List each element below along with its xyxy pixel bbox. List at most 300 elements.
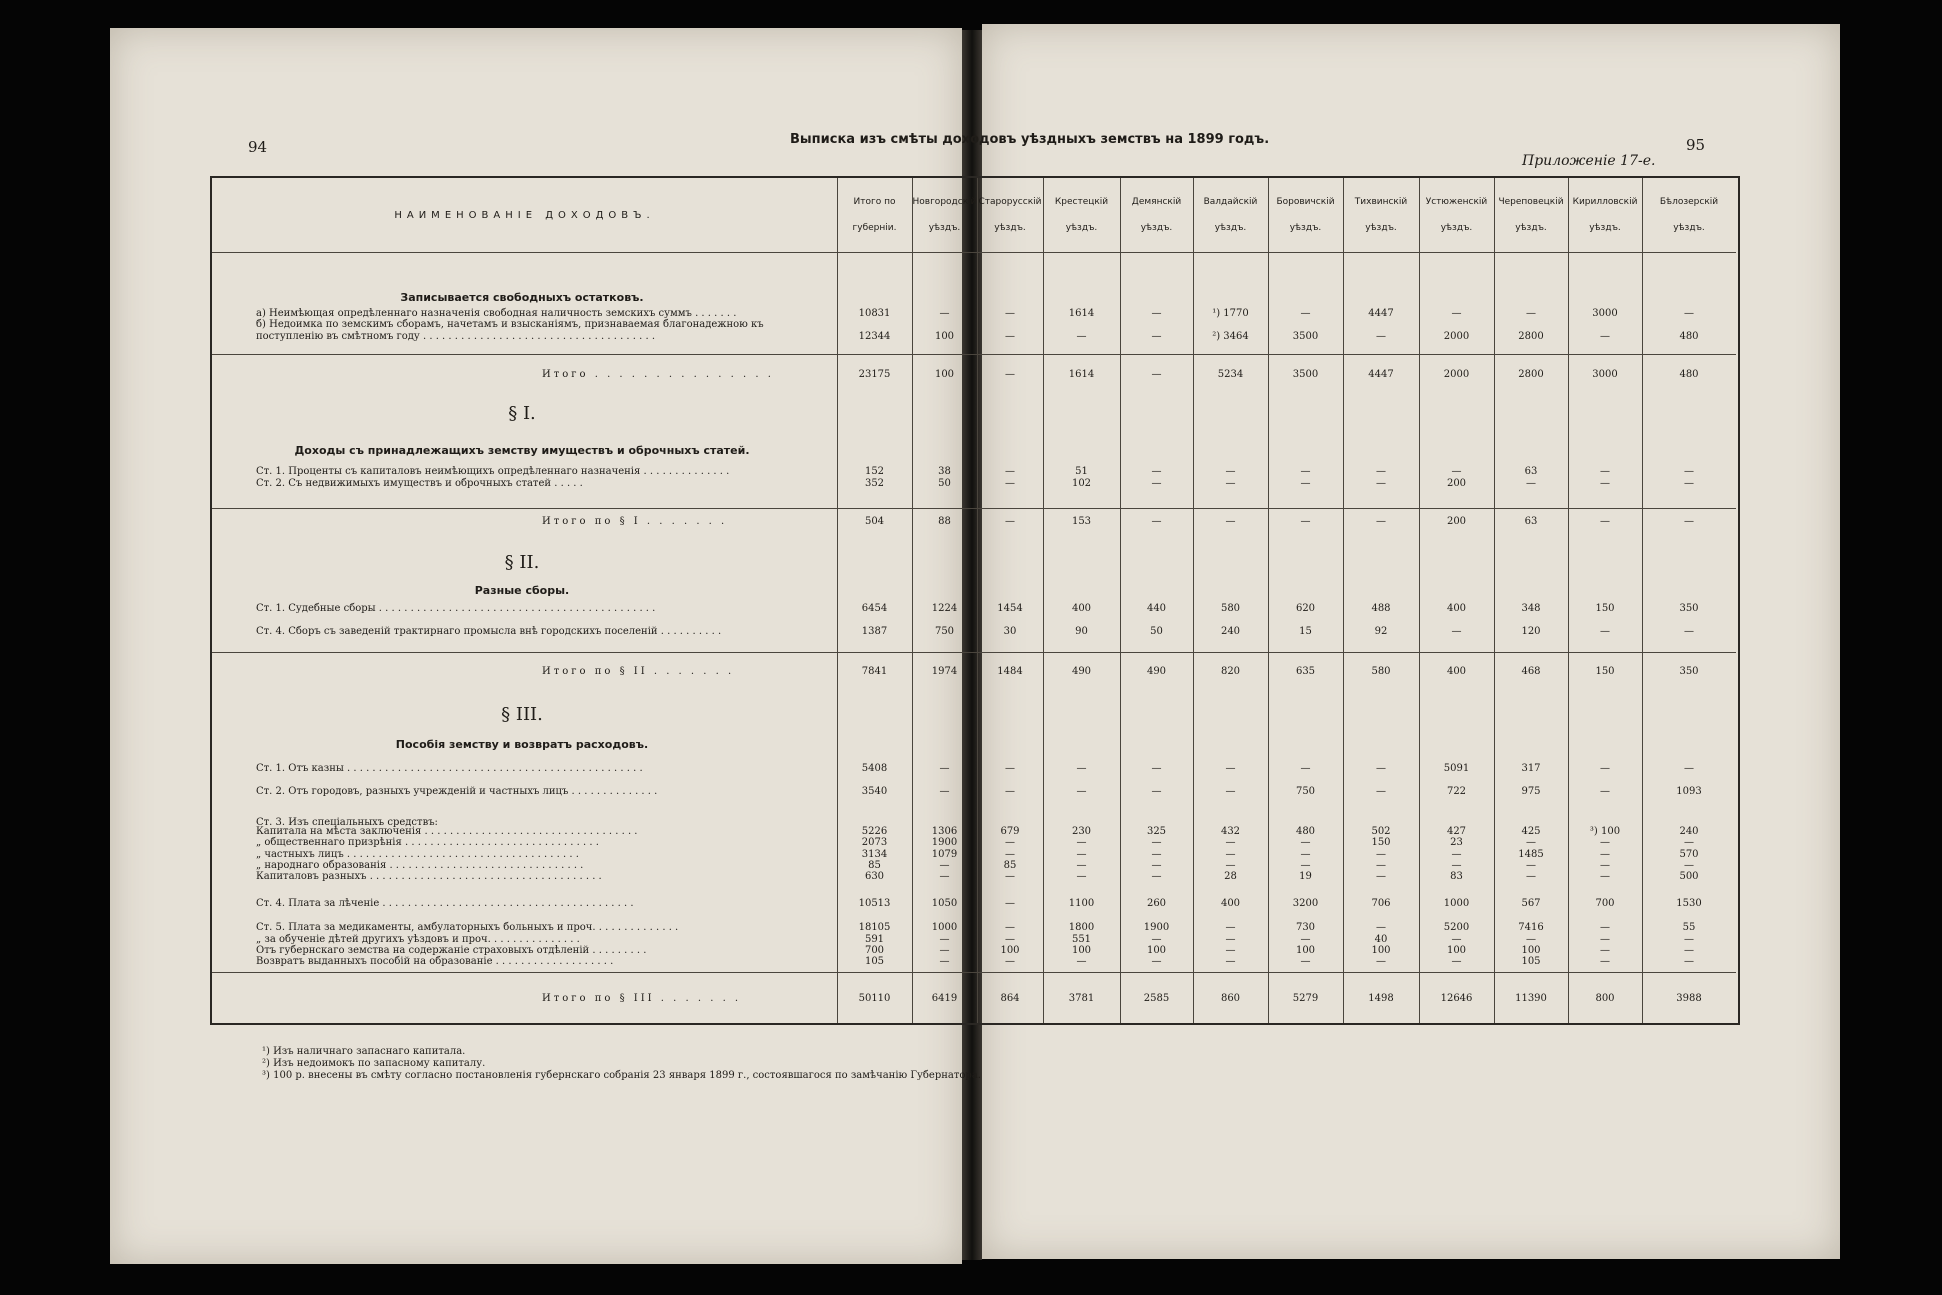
table-cell: 50 [938,478,951,489]
table-cell: 5279 [1292,993,1319,1004]
table-cell: 348 [1521,603,1541,614]
table-cell: 18105 [858,922,891,933]
table-cell: — [1451,626,1462,637]
table-cell: — [1600,871,1610,882]
table-cell: — [1151,331,1162,342]
table-cell: 55 [1682,922,1696,933]
table-cell: — [939,956,950,967]
table-cell: — [1526,308,1536,319]
table-cell: — [1684,945,1694,956]
column-header-1-line2: губерніи. [852,223,897,233]
row-label: Итого по § II . . . . . . . [542,666,735,677]
column-header-1-line1: Итого по [853,197,896,207]
table-cell: — [1300,516,1311,527]
row-label: поступленію въ смѣтномъ году . . . . . . . . . . . . . . . . . . . . . . . . . . . . . . . . . . . . . [256,331,656,342]
table-cell: 3988 [1676,993,1702,1004]
column-header-5-line1: Демянскій [1131,197,1182,207]
table-cell: 12344 [858,331,891,342]
table-cell: — [1151,763,1162,774]
table-cell: — [1526,860,1536,871]
table-cell: — [1076,786,1087,797]
table-cell: — [1005,849,1015,860]
column-header-12-line1: Бѣлозерскій [1659,197,1719,207]
table-cell: 200 [1446,516,1467,527]
row-rule [212,252,1736,253]
table-cell: 325 [1146,826,1167,837]
table-cell: — [1376,922,1386,933]
table-cell: — [1005,871,1015,882]
table-cell: — [1684,763,1694,774]
table-cell: — [1225,849,1236,860]
column-header-11-line2: уѣздъ. [1589,223,1621,233]
table-cell: — [1376,516,1386,527]
table-cell: 317 [1521,763,1541,774]
table-cell: — [1005,898,1015,909]
table-cell: 490 [1071,666,1092,677]
table-cell: 85 [1003,860,1017,871]
column-rule [1494,178,1495,1023]
row-label: а) Неимѣющая опредѣленнаго назначенія свободная наличность земскихъ суммъ . . . . . . . [256,308,737,319]
table-cell: — [1005,786,1015,797]
table-cell: 1387 [861,626,888,637]
table-cell: — [1151,478,1162,489]
table-cell: 3000 [1592,308,1618,319]
table-cell: — [1225,516,1236,527]
table-cell: — [1151,466,1162,477]
section-s3-par: § III. [501,704,543,725]
row-label: Ст. 2. Съ недвижимыхъ имуществъ и оброчныхъ статей . . . . . [256,478,583,489]
table-cell: 230 [1071,826,1092,837]
table-cell: — [1005,837,1015,848]
table-cell: 200 [1446,478,1467,489]
table-cell: — [1151,956,1162,967]
row-label: б) Недоимка по земскимъ сборамъ, начетамъ и взысканіямъ, признаваемая благонадежною къ [256,319,764,330]
table-cell: — [1300,860,1311,871]
table-cell: 5091 [1443,763,1470,774]
table-cell: — [1451,308,1462,319]
table-cell: 100 [1446,945,1467,956]
table-cell: — [1451,934,1462,945]
row-rule [212,652,1736,653]
table-cell: 100 [1371,945,1391,956]
table-cell: 432 [1220,826,1241,837]
row-label: Возвратъ выданныхъ пособій на образованіе . . . . . . . . . . . . . . . . . . . [256,956,614,967]
table-cell: 152 [864,466,885,477]
table-cell: 1498 [1368,993,1394,1004]
column-rule [912,178,913,1023]
table-cell: — [1300,849,1311,860]
table-cell: 11390 [1515,993,1547,1004]
table-cell: 820 [1220,666,1241,677]
table-cell: 6419 [931,993,958,1004]
table-cell: — [1600,860,1610,871]
table-cell: — [1225,956,1236,967]
table-cell: — [1376,860,1386,871]
column-header-10-line2: уѣздъ. [1515,223,1547,233]
table-cell: — [1076,849,1087,860]
table-cell: 10513 [858,898,891,909]
table-cell: — [1151,860,1162,871]
table-cell: — [1684,466,1694,477]
table-cell: 1000 [931,922,958,933]
right-page-number: 95 [1686,136,1706,154]
table-cell: 551 [1071,934,1092,945]
column-header-10-line1: Череповецкій [1498,197,1564,207]
column-header-7-line2: уѣздъ. [1289,223,1322,233]
table-cell: 706 [1371,898,1391,909]
table-cell: 1614 [1068,308,1095,319]
table-cell: — [1526,871,1536,882]
table-cell: 468 [1521,666,1541,677]
table-cell: — [1684,626,1694,637]
row-label: „ частныхъ лицъ . . . . . . . . . . . . . . . . . . . . . . . . . . . . . . . . . . . . . [256,849,579,860]
table-cell: 400 [1071,603,1092,614]
row-label: Ст. 1. Отъ казны . . . . . . . . . . . . . . . . . . . . . . . . . . . . . . . . . . . . . . . . . . . . . . . [256,763,643,774]
table-cell: 502 [1371,826,1391,837]
section-s1-par: § I. [508,403,536,424]
table-cell: — [1376,331,1386,342]
table-cell: 150 [1595,603,1615,614]
column-rule [1642,178,1643,1023]
table-cell: — [1076,871,1087,882]
column-header-11-line1: Кирилловскій [1572,197,1638,207]
column-header-name: НАИМЕНОВАНІЕ ДОХОДОВЪ. [394,210,655,221]
table-cell: — [939,763,950,774]
table-cell: — [1005,369,1015,380]
table-cell: 635 [1295,666,1316,677]
row-label: Ст. 3. Изъ спеціальныхъ средствъ: [256,817,438,828]
table-cell: 700 [1595,898,1615,909]
table-cell: — [1300,837,1311,848]
table-cell: — [1005,331,1015,342]
table-cell: — [1600,763,1610,774]
table-cell: — [1005,956,1015,967]
table-cell: — [1684,308,1694,319]
column-rule [1120,178,1121,1023]
table-cell: — [1076,763,1087,774]
row-label: Капитала на мѣста заключенія . . . . . . . . . . . . . . . . . . . . . . . . . . . . . . . . . . [256,826,638,837]
row-label: Ст. 4. Плата за лѣченіе . . . . . . . . . . . . . . . . . . . . . . . . . . . . . . . . . . . . . . . . [256,898,634,909]
table-cell: 425 [1521,826,1541,837]
column-header-4-line2: уѣздъ. [1065,223,1098,233]
table-cell: 3540 [861,786,888,797]
table-cell: — [1151,308,1162,319]
table-cell: 630 [864,871,885,882]
table-cell: 1224 [931,603,958,614]
table-cell: 2000 [1443,369,1470,380]
table-cell: 400 [1446,603,1467,614]
table-cell: — [1151,369,1162,380]
table-cell: — [1376,956,1386,967]
table-cell: 480 [1295,826,1316,837]
section-s2: Разные сборы. [474,584,570,597]
footnote-1: ¹) Изъ наличнаго запаснаго капитала. [262,1046,466,1057]
table-cell: ²) 3464 [1212,331,1249,342]
table-cell: 1093 [1676,786,1702,797]
row-label: Ст. 1. Проценты съ капиталовъ неимѣющихъ опредѣленнаго назначенія . . . . . . . . . . . . . . [256,466,730,477]
table-cell: — [1225,945,1236,956]
table-cell: 28 [1224,871,1237,882]
section-s0: Записывается свободныхъ остатковъ. [400,291,644,304]
table-cell: — [1076,860,1087,871]
table-cell: 567 [1521,898,1541,909]
table-cell: — [1300,466,1311,477]
table-cell: 40 [1374,934,1388,945]
table-cell: — [1684,837,1694,848]
table-cell: 85 [868,860,881,871]
table-cell: 1485 [1518,849,1544,860]
table-cell: 63 [1524,516,1538,527]
table-cell: 580 [1371,666,1391,677]
table-cell: 488 [1371,603,1391,614]
column-rule [1268,178,1269,1023]
table-cell: 3000 [1592,369,1618,380]
table-cell: — [1451,956,1462,967]
table-cell: 2000 [1443,331,1470,342]
table-cell: — [939,871,950,882]
column-header-2-line1: Новгородскій [912,197,977,207]
table-cell: — [939,934,950,945]
row-label: Итого по § III . . . . . . . [542,993,742,1004]
table-cell: — [1005,763,1015,774]
table-cell: — [1684,956,1694,967]
table-cell: 1484 [997,666,1023,677]
table-cell: 100 [934,331,955,342]
table-cell: 50110 [858,993,891,1004]
column-rule [1419,178,1420,1023]
table-cell: — [1600,934,1610,945]
table-cell: — [1225,786,1236,797]
table-cell: 15 [1299,626,1312,637]
table-cell: 50 [1150,626,1163,637]
table-cell: — [1526,478,1536,489]
column-header-3-line2: уѣздъ. [994,223,1026,233]
table-cell: — [1151,786,1162,797]
row-label: „ народнаго образованія . . . . . . . . . . . . . . . . . . . . . . . . . . . . . . . [256,860,584,871]
table-cell: 591 [864,934,885,945]
column-rule [1343,178,1344,1023]
table-cell: 3500 [1292,331,1319,342]
table-cell: — [1376,763,1386,774]
table-cell: — [1376,478,1386,489]
table-cell: 88 [938,516,951,527]
column-header-4-line1: Крестецкій [1054,197,1109,207]
table-cell: 750 [1295,786,1316,797]
table-cell: — [1600,331,1610,342]
table-cell: 100 [1295,945,1316,956]
column-header-9-line1: Устюженскій [1425,197,1488,207]
column-header-5-line2: уѣздъ. [1140,223,1173,233]
column-header-6-line2: уѣздъ. [1214,223,1247,233]
table-cell: 105 [1521,956,1541,967]
column-rule [1043,178,1044,1023]
row-label: Отъ губернскаго земства на содержаніе страховыхъ отдѣленій . . . . . . . . . [256,945,647,956]
table-cell: — [1600,922,1610,933]
table-cell: — [1600,786,1610,797]
column-rule [1193,178,1194,1023]
table-cell: 100 [1146,945,1167,956]
table-cell: 427 [1446,826,1467,837]
table-cell: 100 [1000,945,1020,956]
table-cell: 51 [1075,466,1088,477]
table-cell: — [1225,860,1236,871]
table-cell: — [1376,786,1386,797]
table-cell: 90 [1075,626,1088,637]
table-cell: 352 [864,478,885,489]
row-rule [212,354,1736,355]
table-cell: — [1526,837,1536,848]
column-header-9-line2: уѣздъ. [1440,223,1473,233]
table-cell: 240 [1220,626,1241,637]
section-s2-par: § II. [504,552,540,573]
table-cell: — [1005,466,1015,477]
table-cell: — [1005,478,1015,489]
table-cell: — [1600,945,1610,956]
table-cell: 2585 [1143,993,1170,1004]
row-label: Ст. 2. Отъ городовъ, разныхъ учрежденій и частныхъ лицъ . . . . . . . . . . . . . . [256,786,658,797]
column-header-6-line1: Валдайскій [1203,197,1258,207]
table-cell: — [1076,331,1087,342]
row-label: Итого . . . . . . . . . . . . . . . [542,369,774,380]
column-header-8-line1: Тихвинскій [1354,197,1408,207]
table-cell: 1614 [1068,369,1095,380]
table-cell: 3134 [861,849,888,860]
table-cell: 570 [1679,849,1699,860]
table-cell: — [1300,956,1311,967]
table-cell: 3781 [1068,993,1095,1004]
table-cell: — [1600,626,1610,637]
table-cell: 350 [1679,666,1699,677]
table-cell: 240 [1679,826,1699,837]
table-cell: 1974 [931,666,958,677]
table-cell: 700 [864,945,885,956]
table-cell: — [1151,934,1162,945]
revenue-table [210,176,1740,1025]
left-page-number: 94 [248,138,268,156]
table-cell: — [1225,763,1236,774]
table-cell: 150 [1595,666,1615,677]
footnote-2: ²) Изъ недоимокъ по запасному капиталу. [262,1058,486,1069]
table-cell: 722 [1446,786,1467,797]
table-cell: — [1684,516,1694,527]
table-cell: — [1005,308,1015,319]
table-cell: 23 [1450,837,1463,848]
table-cell: — [1451,849,1462,860]
table-cell: 120 [1521,626,1541,637]
table-cell: 5226 [861,826,888,837]
column-header-8-line2: уѣздъ. [1365,223,1397,233]
table-cell: — [1076,956,1087,967]
table-cell: — [1225,466,1236,477]
table-cell: 864 [1000,993,1020,1004]
table-cell: ¹) 1770 [1212,308,1249,319]
table-cell: 30 [1003,626,1017,637]
table-cell: 38 [938,466,951,477]
table-cell: — [1225,837,1236,848]
table-cell: — [1376,466,1386,477]
column-header-12-line2: уѣздъ. [1673,223,1705,233]
row-label: „ общественнаго призрѣнія . . . . . . . . . . . . . . . . . . . . . . . . . . . . . . . [256,837,599,848]
table-cell: 102 [1071,478,1092,489]
table-cell: 260 [1146,898,1167,909]
table-cell: — [939,786,950,797]
table-cell: 1000 [1443,898,1470,909]
column-header-3-line1: Старорусскій [978,197,1042,207]
row-rule [212,508,1736,509]
table-cell: — [1376,849,1386,860]
table-cell: 105 [864,956,885,967]
table-cell: 350 [1679,603,1699,614]
table-cell: 2800 [1518,369,1544,380]
table-cell: — [1376,871,1386,882]
table-cell: 730 [1295,922,1316,933]
column-header-7-line1: Боровичскій [1276,197,1335,207]
table-cell: 7841 [861,666,888,677]
column-header-2-line2: уѣздъ. [928,223,961,233]
table-cell: 620 [1295,603,1316,614]
row-rule [212,972,1736,973]
table-cell: 1900 [931,837,958,848]
table-cell: 580 [1220,603,1241,614]
table-cell: 5234 [1217,369,1244,380]
table-cell: 100 [1071,945,1092,956]
table-cell: — [1451,860,1462,871]
table-cell: — [1225,934,1236,945]
table-cell: — [1076,837,1087,848]
table-cell: — [1684,478,1694,489]
table-cell: 12646 [1440,993,1473,1004]
table-cell: — [1600,837,1610,848]
footnote-3: ³) 100 р. внесены въ смѣту согласно постановленія губернскаго собранія 23 января 1899 г., состоявшагося по замѣчанію Губернатора. [262,1070,981,1081]
table-cell: 440 [1146,603,1167,614]
table-cell: 800 [1595,993,1615,1004]
column-rule [977,178,978,1023]
table-cell: 400 [1446,666,1467,677]
table-cell: 3200 [1292,898,1319,909]
table-cell: 1050 [931,898,958,909]
table-cell: 2800 [1518,331,1544,342]
table-cell: — [1151,871,1162,882]
table-cell: 2073 [861,837,888,848]
table-cell: 504 [864,516,885,527]
section-s3: Пособія земству и возвратъ расходовъ. [395,738,649,751]
table-cell: 6454 [861,603,888,614]
table-cell: 1800 [1068,922,1095,933]
row-label: Итого по § I . . . . . . . [542,516,728,527]
table-cell: — [1600,516,1610,527]
table-cell: 860 [1220,993,1241,1004]
table-cell: — [1151,849,1162,860]
table-cell: 1454 [997,603,1023,614]
table-cell: — [1526,934,1536,945]
table-cell: — [1684,934,1694,945]
table-cell: 83 [1450,871,1463,882]
table-cell: 5408 [861,763,888,774]
table-cell: — [1600,466,1610,477]
table-cell: ³) 100 [1589,826,1621,837]
table-cell: 150 [1371,837,1391,848]
table-cell: 400 [1220,898,1241,909]
column-rule [837,178,838,1023]
table-cell: 1079 [931,849,958,860]
table-cell: 92 [1374,626,1388,637]
table-cell: 1306 [931,826,958,837]
table-cell: — [1451,466,1462,477]
table-cell: 500 [1679,871,1699,882]
table-cell: — [939,308,950,319]
table-cell: 480 [1679,369,1699,380]
table-cell: — [1225,922,1236,933]
